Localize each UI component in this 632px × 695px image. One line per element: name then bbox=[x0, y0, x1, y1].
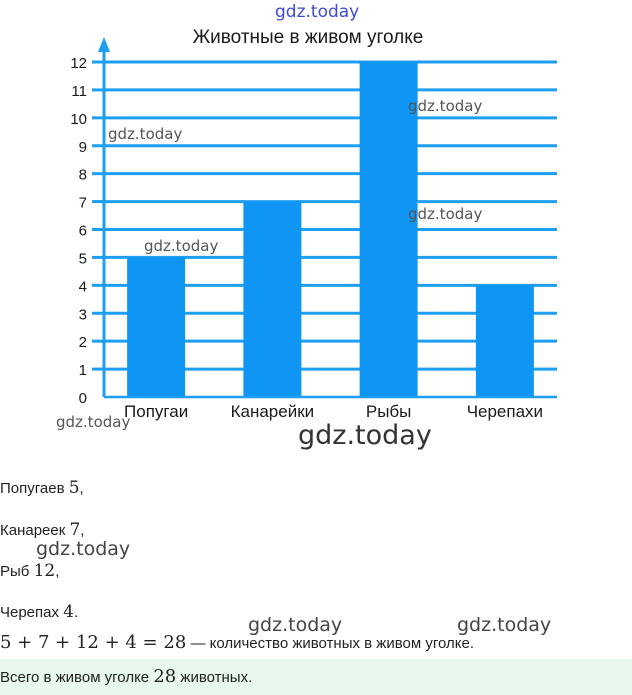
solution-value: 5 bbox=[68, 478, 80, 498]
watermark: gdz.today bbox=[408, 205, 483, 223]
solution-punct: , bbox=[79, 480, 84, 497]
equation: 5 + 7 + 12 + 4 = 28 bbox=[0, 632, 187, 653]
y-axis-arrow bbox=[98, 37, 110, 52]
solution-punct: . bbox=[74, 604, 79, 621]
watermark: gdz.today bbox=[56, 413, 131, 431]
y-tick-label: 6 bbox=[78, 222, 87, 240]
answer-prefix: Всего в живом уголке bbox=[0, 669, 150, 686]
solution-line-turtles bbox=[0, 602, 78, 622]
answer-suffix: животных. bbox=[180, 669, 253, 686]
solution-line-fish bbox=[0, 561, 59, 581]
solution-value: 12 bbox=[33, 561, 56, 581]
y-tick-label: 3 bbox=[78, 306, 87, 324]
watermark: gdz.today bbox=[408, 97, 483, 115]
solution-value: 4 bbox=[63, 602, 74, 622]
watermark: gdz.today bbox=[144, 237, 219, 255]
bar bbox=[127, 257, 185, 397]
solution-text: Рыб bbox=[0, 563, 30, 580]
solution-line-parrots bbox=[0, 478, 84, 498]
y-tick-label: 10 bbox=[70, 110, 87, 128]
watermark-large: gdz.today bbox=[298, 420, 432, 451]
equation-text: — количество животных в живом уголке. bbox=[190, 635, 474, 652]
solution-equation-line bbox=[0, 632, 474, 653]
category-labels bbox=[124, 402, 543, 421]
solution-text: Канареек bbox=[0, 522, 66, 539]
watermark-top: gdz.today bbox=[275, 2, 360, 22]
solution-line-canaries bbox=[0, 520, 84, 540]
bar bbox=[243, 202, 301, 397]
answer-box bbox=[0, 659, 632, 695]
y-tick-label: 8 bbox=[78, 166, 87, 184]
y-tick-label: 11 bbox=[71, 82, 87, 100]
solution-text: Попугаев bbox=[0, 480, 65, 497]
watermark: gdz.today bbox=[108, 125, 183, 143]
watermark: gdz.today bbox=[36, 538, 131, 560]
y-tick-label: 5 bbox=[78, 250, 87, 268]
chart-title: Животные в живом уголке bbox=[192, 27, 424, 48]
solution-value: 7 bbox=[69, 520, 81, 540]
category-label: Канарейки bbox=[230, 402, 315, 421]
y-tick-label: 0 bbox=[78, 390, 87, 407]
answer-value: 28 bbox=[153, 666, 177, 687]
y-tick-label: 7 bbox=[78, 194, 87, 212]
y-tick-label: 9 bbox=[78, 138, 87, 156]
category-label: Рыбы bbox=[365, 402, 412, 421]
y-tick-label: 2 bbox=[78, 334, 87, 352]
y-tick-label: 4 bbox=[78, 278, 87, 296]
y-tick-label: 1 bbox=[78, 362, 87, 380]
solution-text: Черепах bbox=[0, 604, 59, 621]
category-label: Попугаи bbox=[124, 402, 189, 421]
solution-punct: , bbox=[55, 563, 60, 580]
y-tick-labels bbox=[70, 55, 104, 407]
watermark: gdz.today bbox=[457, 614, 552, 636]
y-tick-label: 12 bbox=[70, 55, 87, 72]
category-label: Черепахи bbox=[466, 402, 544, 421]
solution-punct: , bbox=[80, 522, 85, 539]
watermark: gdz.today bbox=[248, 614, 343, 636]
bar bbox=[476, 285, 534, 397]
